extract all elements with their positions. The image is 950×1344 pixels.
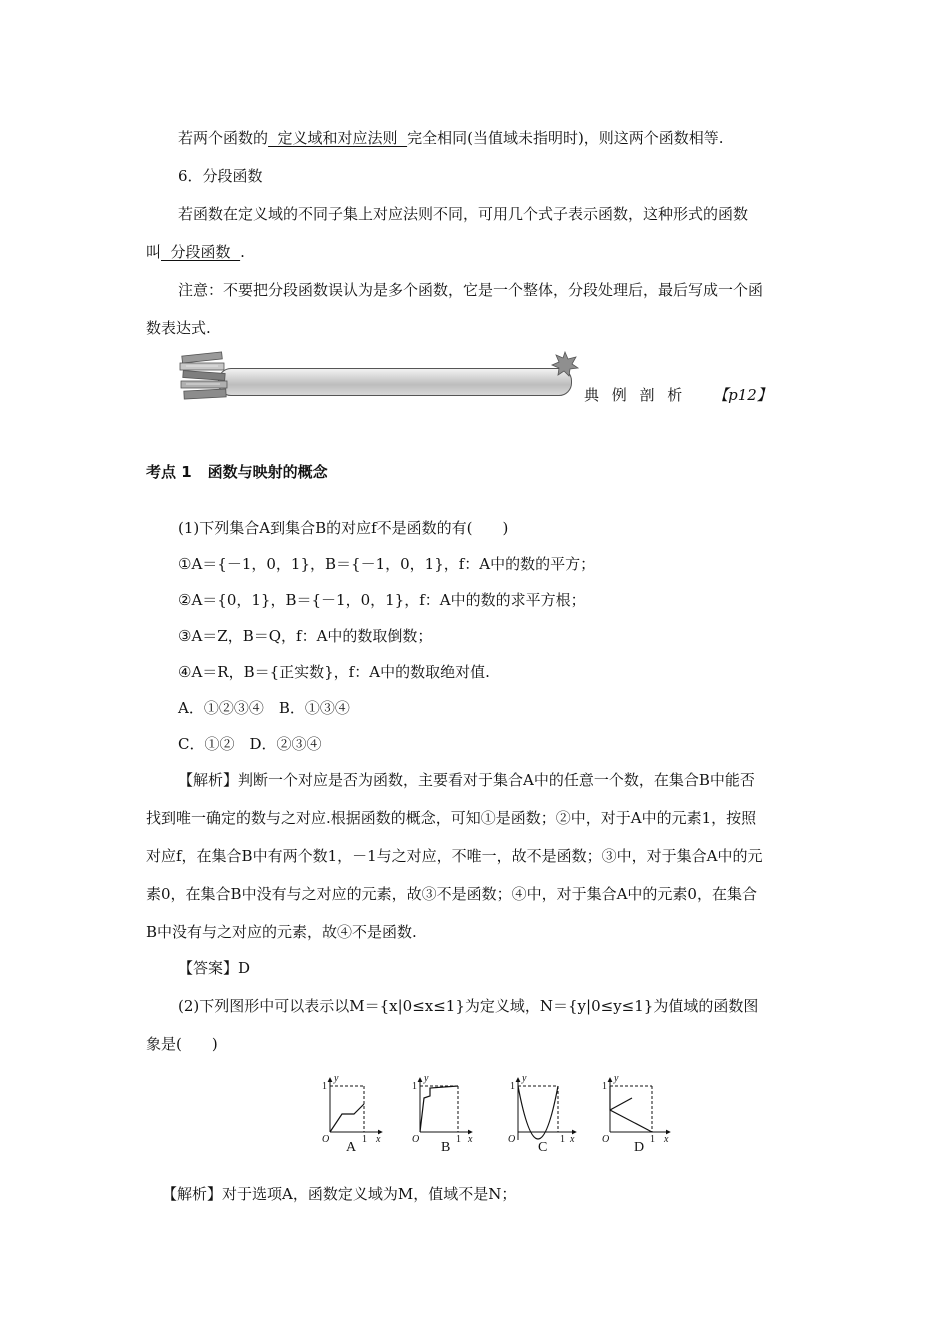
q1-analysis-1: 【解析】判断一个对应是否为函数，主要看对于集合A中的任意一个数，在集合B中能否 [178,771,755,789]
line1-prefix: 若两个函数的 [178,129,269,147]
graph-b-one-y: 1 [412,1081,417,1092]
banner-bar [218,368,572,396]
q1-analysis-3: 对应f，在集合B中有两个数1，－1与之对应，不唯一，故不是函数；③中，对于集合A中的元 [146,847,763,865]
heading-piecewise: 6．分段函数 [178,167,263,185]
section-heading [146,462,328,482]
q1-item-1: ①A＝{－1，0，1}，B＝{－1，0，1}，f：A中的数的平方； [178,555,596,573]
section-banner [178,348,772,408]
graph-c-y-label: y [522,1074,527,1084]
q1-analysis-5: B中没有与之对应的元素，故④不是函数. [146,923,417,941]
graph-b-one-x: 1 [456,1134,461,1145]
q1-item-2: ②A＝{0，1}，B＝{－1，0，1}，f：A中的数的求平方根； [178,591,586,609]
graph-c-one-y: 1 [510,1081,515,1092]
text-line-1 [178,128,724,148]
q2-stem-2: 象是( ) [146,1035,218,1053]
line4-suffix: . [240,243,245,261]
books-icon [178,348,232,402]
q2-stem-1: (2)下列图形中可以表示以M＝{x|0≤x≤1}为定义域，N＝{y|0≤y≤1}为值域的函数图 [178,997,759,1015]
graph-b-y-label: y [424,1074,429,1084]
graph-a-x-label: x [376,1134,381,1145]
line4-prefix: 叫 [146,243,162,261]
text-line-5: 注意：不要把分段函数误认为是多个函数，它是一个整体，分段处理后，最后写成一个函 [178,281,764,299]
graph-b-origin: O [412,1134,420,1145]
q1-analysis-2: 找到唯一确定的数与之对应.根据函数的概念，可知①是函数；②中，对于A中的元素1，按照 [146,809,757,827]
function-graphs-figure [310,1074,680,1166]
graph-a-y-label: y [334,1074,339,1084]
graph-a-one-y: 1 [322,1081,327,1092]
graph-d-one-y: 1 [602,1081,607,1092]
graph-a-one-x: 1 [362,1134,367,1145]
section-label: 考点 1 [146,463,192,481]
graph-a [322,1074,382,1145]
underlined-answer-2: 分段函数 [161,243,241,261]
q1-item-3: ③A＝Z，B＝Q，f：A中的数取倒数； [178,627,433,645]
q1-stem: (1)下列集合A到集合B的对应f不是函数的有( ) [178,519,509,537]
underlined-answer-1: 定义域和对应法则 [268,129,408,147]
figure-label-d: D [634,1140,645,1155]
graph-c-one-x: 1 [560,1134,565,1145]
q1-option-row-1: A．①②③④ B．①③④ [178,699,350,717]
q1-answer: 【答案】D [178,959,251,977]
graph-d [602,1074,670,1145]
graph-d-origin: O [602,1134,610,1145]
banner-title-text: 典 例 剖 析 [584,386,687,404]
banner-title [584,384,772,405]
section-title: 函数与映射的概念 [207,463,328,481]
banner-page-ref: 【p12】 [713,386,772,404]
text-line-6: 数表达式. [146,319,211,337]
graph-b-x-label: x [468,1134,473,1145]
figure-label-a: A [346,1140,357,1155]
figure-label-c: C [538,1140,548,1155]
graph-c-origin: O [508,1134,516,1145]
leaf-icon [550,350,580,378]
q1-item-4: ④A＝R，B＝{正实数}，f：A中的数取绝对值. [178,663,490,681]
graph-a-origin: O [322,1134,330,1145]
graph-b [412,1074,473,1145]
figure-label-b: B [441,1140,451,1155]
graph-d-y-label: y [614,1074,619,1084]
q1-option-row-2: C．①② D．②③④ [178,735,322,753]
graph-d-x-label: x [664,1134,669,1145]
q2-analysis: 【解析】对于选项A，函数定义域为M，值域不是N； [162,1185,517,1203]
q1-analysis-4: 素0，在集合B中没有与之对应的元素，故③不是函数；④中，对于集合A中的元素0，在集合 [146,885,757,903]
line1-suffix: 完全相同(当值域未指明时)，则这两个函数相等. [407,129,724,147]
graph-c [508,1074,576,1145]
graph-d-one-x: 1 [650,1134,655,1145]
text-line-3: 若函数在定义域的不同子集上对应法则不同，可用几个式子表示函数，这种形式的函数 [178,205,749,223]
graph-c-x-label: x [570,1134,575,1145]
text-line-4 [146,242,245,262]
